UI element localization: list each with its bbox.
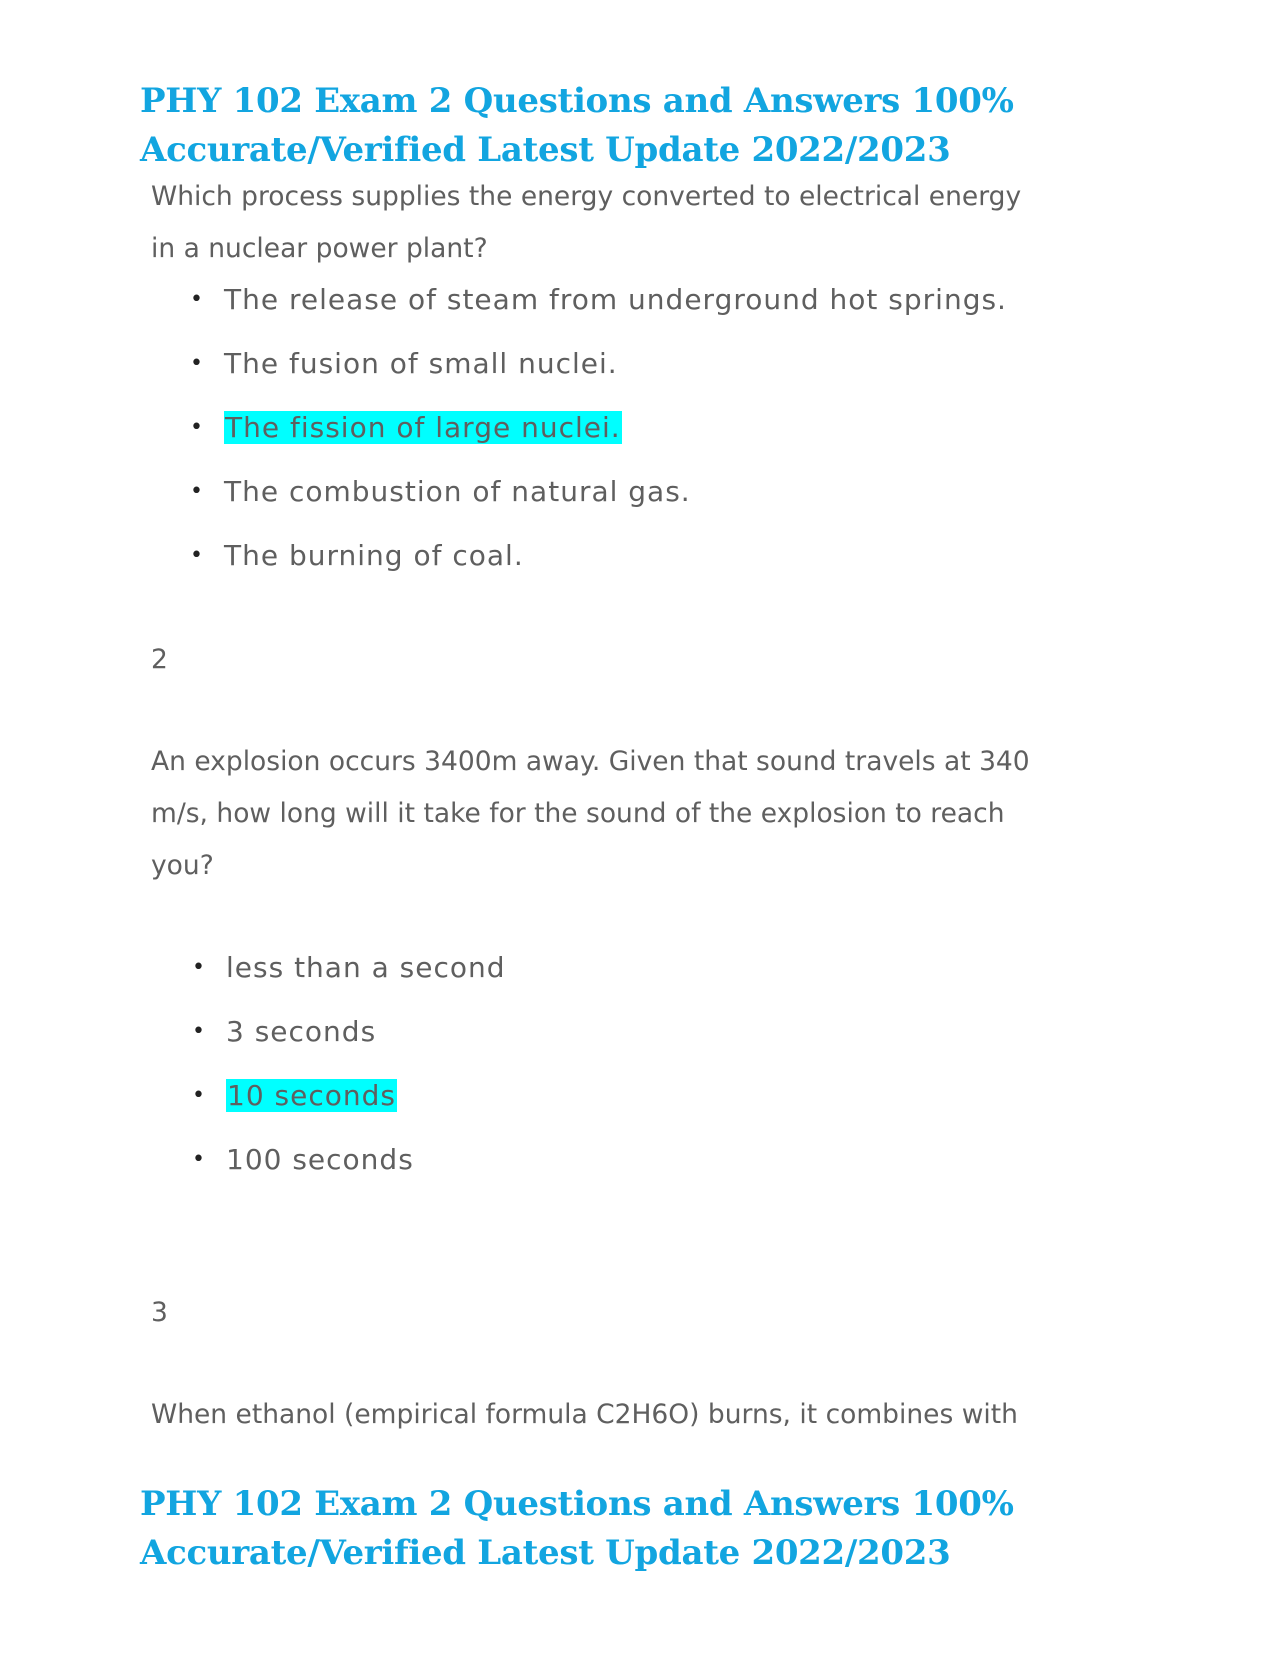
question-text-line: m/s, how long will it take for the sound of the explosion to reach: [151, 798, 1005, 829]
question-3-text: [151, 1389, 1151, 1441]
option-text: The combustion of natural gas.: [224, 475, 691, 508]
title-line-2: Accurate/Verified Latest Update 2022/2023: [140, 1533, 951, 1573]
title-line-1: PHY 102 Exam 2 Questions and Answers 100%: [140, 81, 1014, 121]
option-item-correct: [190, 396, 1007, 460]
question-2-number: 2: [151, 644, 168, 675]
bullet-icon: •: [192, 955, 206, 980]
bullet-icon: •: [192, 1147, 206, 1172]
bullet-icon: •: [190, 479, 204, 504]
option-item: [192, 936, 506, 1000]
highlighted-answer: 10 seconds: [227, 1079, 396, 1112]
option-item: [190, 524, 1007, 588]
question-2-text: [151, 736, 1151, 892]
bullet-icon: •: [190, 351, 204, 376]
question-text-line: Which process supplies the energy converted to electrical energy: [151, 181, 1022, 212]
document-title-repeat: [140, 1480, 1014, 1578]
option-text: The release of steam from underground hot springs.: [224, 283, 1007, 316]
highlighted-answer: The fission of large nuclei.: [225, 411, 621, 444]
bullet-icon: •: [190, 287, 204, 312]
option-text: The fusion of small nuclei.: [224, 347, 618, 380]
bullet-icon: •: [190, 543, 204, 568]
document-title: [140, 77, 1014, 175]
question-3-number: 3: [151, 1297, 168, 1328]
question-2-options: [192, 936, 506, 1192]
option-item: [192, 1000, 506, 1064]
question-text-line: you?: [151, 850, 214, 881]
question-1-options: [190, 268, 1007, 588]
title-line-1: PHY 102 Exam 2 Questions and Answers 100%: [140, 1484, 1014, 1524]
option-text: 3 seconds: [226, 1015, 377, 1048]
bullet-icon: •: [192, 1083, 206, 1108]
question-text-line: An explosion occurs 3400m away. Given that sound travels at 340: [151, 746, 1030, 777]
question-text-line: When ethanol (empirical formula C2H6O) burns, it combines with: [151, 1399, 1018, 1430]
option-text: less than a second: [226, 951, 506, 984]
question-1-text: [151, 171, 1151, 275]
option-item-correct: [192, 1064, 506, 1128]
bullet-icon: •: [190, 415, 204, 440]
option-item: [190, 268, 1007, 332]
option-item: [192, 1128, 506, 1192]
bullet-icon: •: [192, 1019, 206, 1044]
title-line-2: Accurate/Verified Latest Update 2022/2023: [140, 130, 951, 170]
option-item: [190, 460, 1007, 524]
option-item: [190, 332, 1007, 396]
option-text: 100 seconds: [226, 1143, 414, 1176]
question-text-line: in a nuclear power plant?: [151, 233, 488, 264]
option-text: The burning of coal.: [224, 539, 524, 572]
